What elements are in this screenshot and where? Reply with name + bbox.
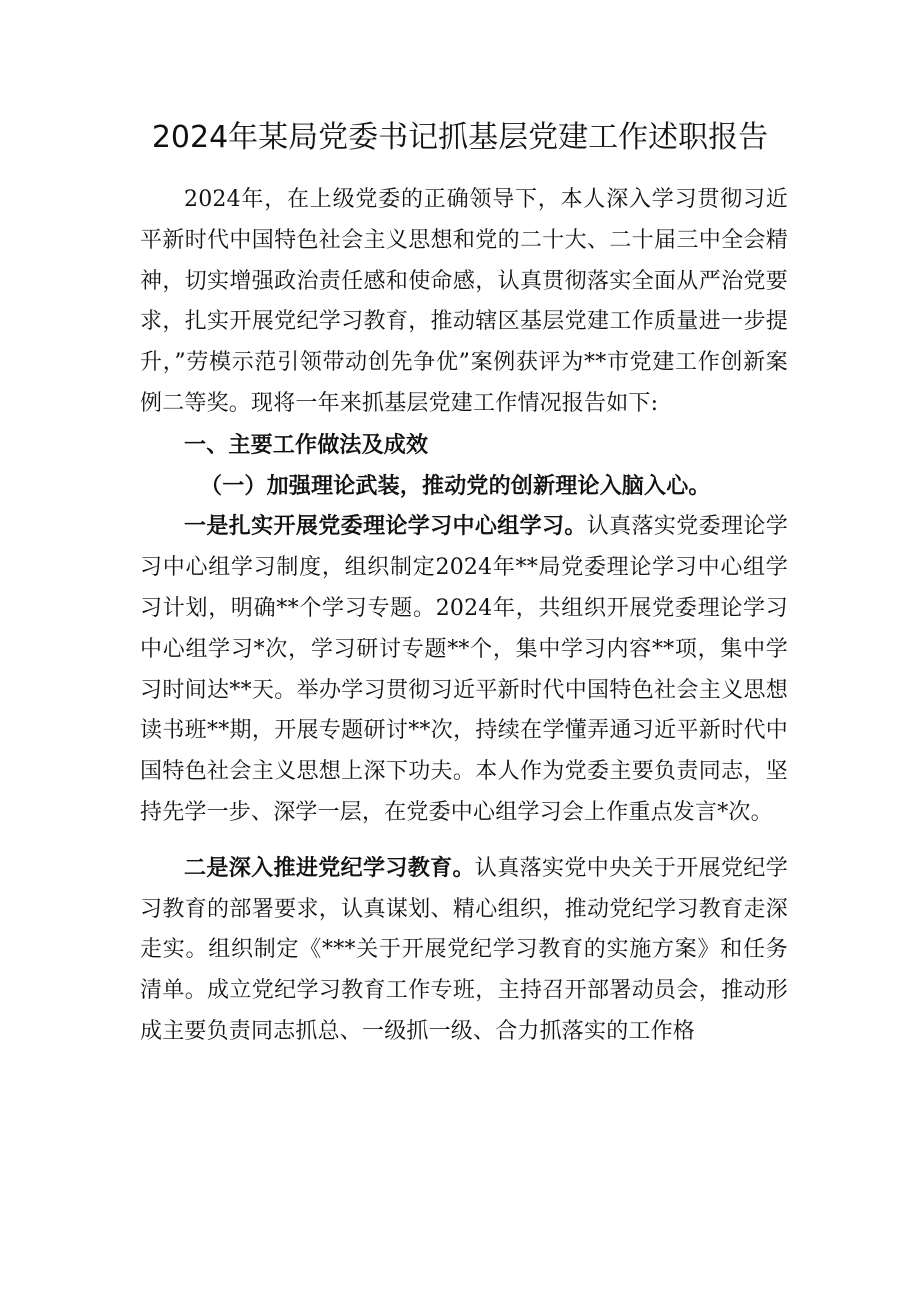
subsection-heading: （一）加强理论武装，推动党的创新理论入脑入心。 bbox=[200, 472, 711, 499]
paragraph-gap bbox=[140, 834, 788, 848]
item-2-paragraph bbox=[140, 848, 788, 1053]
section-heading: 一、主要工作做法及成效 bbox=[184, 431, 429, 458]
intro-paragraph: 2024年，在上级党委的正确领导下，本人深入学习贯彻习近平新时代中国特色社会主义思想和党的二十大、二十届三中全会精神，切实增强政治责任感和使命感，认真贯彻落实全面从严治党要求，扎实开展党纪学习教育，推动辖区基层党建工作质量进一步提升，”劳模示范引领带动创先争优”案例获评为**市党建工作创新案例二等奖。现将一年来抓基层党建工作情况报告如下: bbox=[140, 187, 788, 416]
item-2-lead: 二是深入推进党纪学习教育。 bbox=[184, 854, 475, 881]
item-2-text: 认真落实党中央关于开展党纪学习教育的部署要求，认真谋划、精心组织，推动党纪学习教育走深走实。组织制定《***关于开展党纪学习教育的实施方案》和任务清单。成立党纪学习教育工作专班，主持召开部署动员会，推动形成主要负责同志抓总、一级抓一级、合力抓落实的工作格 bbox=[140, 855, 788, 1044]
item-1-lead: 一是扎实开展党委理论学习中心组学习。 bbox=[184, 513, 587, 540]
document-title: 2024年某局党委书记抓基层党建工作述职报告 bbox=[151, 120, 769, 155]
document-body bbox=[140, 180, 788, 1053]
item-1-paragraph bbox=[140, 506, 788, 833]
item-1-text: 认真落实党委理论学习中心组学习制度，组织制定2024年**局党委理论学习中心组学习计划，明确**个学习专题。2024年，共组织开展党委理论学习中心组学习*次，学习研讨专题**个，集中学习内容**项，集中学习时间达**天。举办学习贯彻习近平新时代中国特色社会主义思想读书班**期，开展专题研讨**次，持续在学懂弄通习近平新时代中国特色社会主义思想上深下功夫。本人作为党委主要负责同志，坚持先学一步、深学一层，在党委中心组学习会上作重点发言*次。 bbox=[140, 514, 788, 825]
